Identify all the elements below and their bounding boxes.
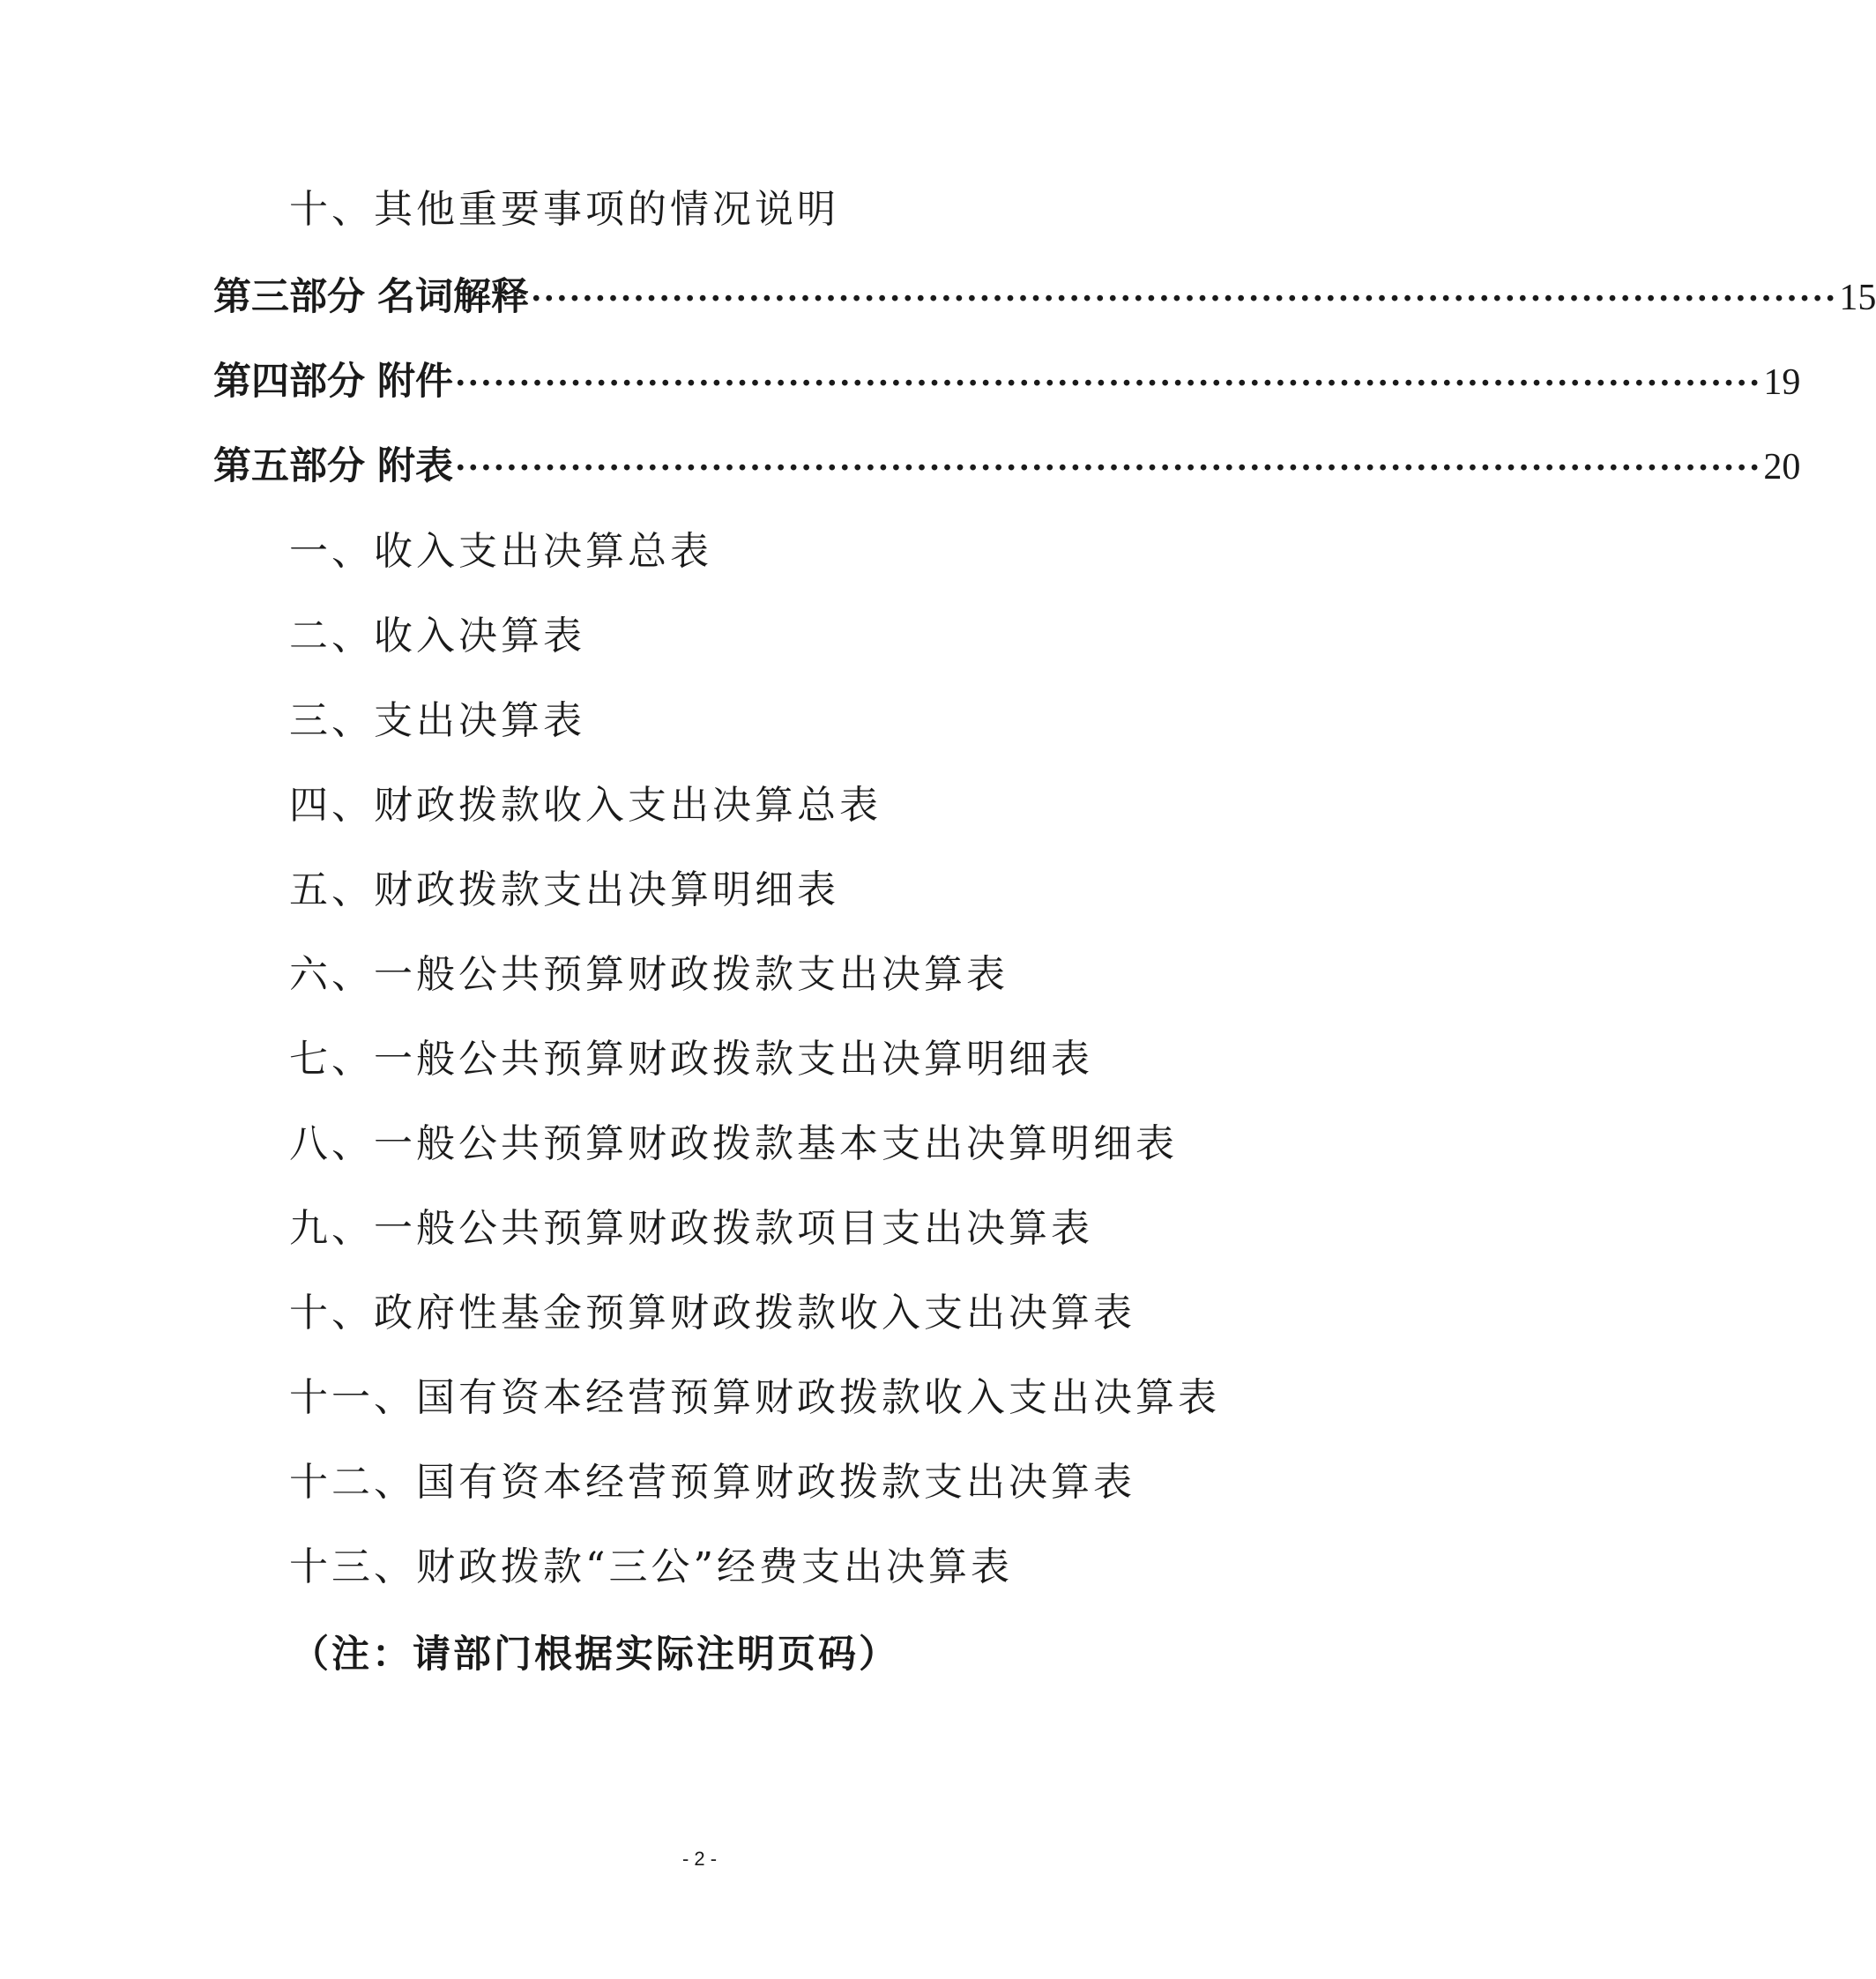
toc-table-item: 九、一般公共预算财政拨款项目支出决算表 xyxy=(289,1206,1093,1251)
toc-table-item: 八、一般公共预算财政拨款基本支出决算明细表 xyxy=(289,1121,1178,1166)
part-name: 名词解释 xyxy=(377,275,529,319)
part-page-number: 19 xyxy=(1763,362,1801,403)
toc-table-item: 三、支出决算表 xyxy=(289,698,585,743)
part-name: 附件 xyxy=(377,360,453,404)
toc-part-4[interactable] xyxy=(213,360,1801,404)
toc-table-item: 十、政府性基金预算财政拨款收入支出决算表 xyxy=(289,1291,1135,1335)
toc-table-item: 十二、国有资本经营预算财政拨款支出决算表 xyxy=(289,1460,1135,1505)
part-page-number: 20 xyxy=(1763,447,1801,487)
page-number-note: （注：请部门根据实际注明页码） xyxy=(291,1633,899,1677)
toc-table-item: 二、收入决算表 xyxy=(289,614,585,658)
part-name: 附表 xyxy=(377,444,453,488)
toc-table-item: 六、一般公共预算财政拨款支出决算表 xyxy=(289,952,1009,997)
toc-item-other-matters: 十、其他重要事项的情况说明 xyxy=(289,187,839,232)
toc-table-item: 十三、财政拨款“三公”经费支出决算表 xyxy=(289,1544,1013,1589)
toc-table-item: 一、收入支出决算总表 xyxy=(289,529,712,574)
toc-leader-dots: ······································································································ xyxy=(455,365,1762,402)
toc-table-item: 五、财政拨款支出决算明细表 xyxy=(289,867,839,912)
toc-table-item: 七、一般公共预算财政拨款支出决算明细表 xyxy=(289,1037,1093,1082)
toc-leader-dots: ······································································································ xyxy=(531,280,1838,317)
page-footer-number: - 2 - xyxy=(681,1848,718,1870)
part-title: 第五部分 xyxy=(213,444,365,488)
toc-leader-dots: ······································································································ xyxy=(455,450,1762,487)
toc-part-5[interactable] xyxy=(213,444,1801,488)
toc-table-item: 十一、国有资本经营预算财政拨款收入支出决算表 xyxy=(289,1375,1220,1420)
toc-table-item: 四、财政拨款收入支出决算总表 xyxy=(289,783,882,828)
part-title: 第三部分 xyxy=(213,275,365,319)
toc-part-3[interactable] xyxy=(213,275,1876,319)
part-page-number: 15 xyxy=(1839,278,1876,318)
part-title: 第四部分 xyxy=(213,360,365,404)
